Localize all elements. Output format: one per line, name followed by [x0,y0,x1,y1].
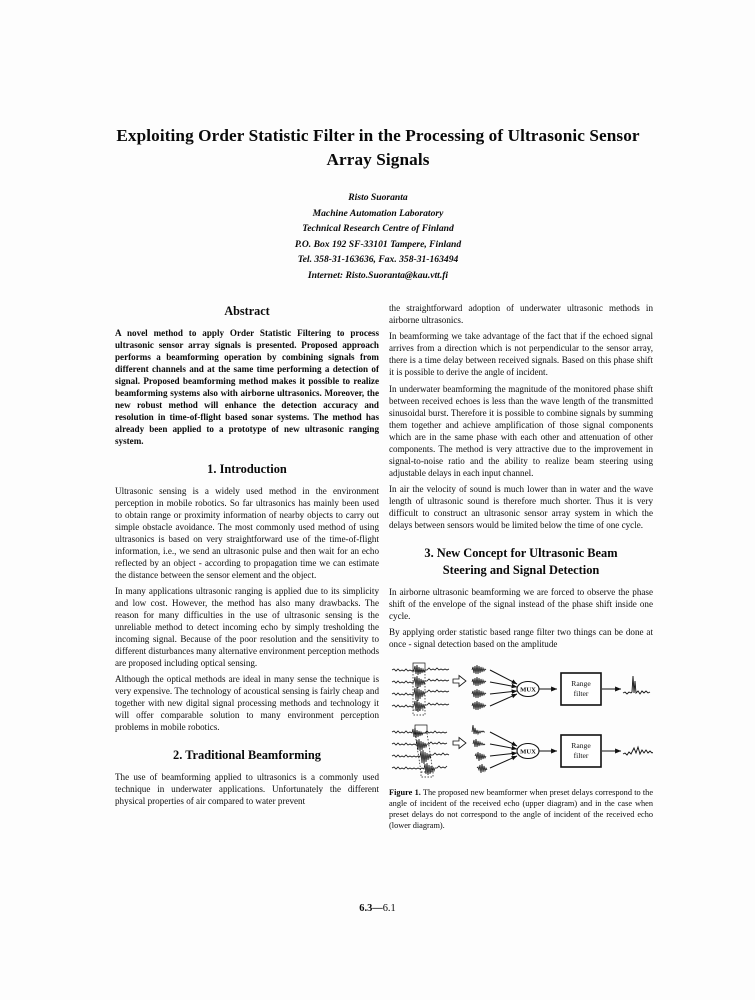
title-block [113,124,643,173]
upper-range-filter-box [561,673,601,705]
new-concept-heading-line-1: 3. New Concept for Ultrasonic Beam [424,546,618,561]
section-heading-introduction: 1. Introduction [207,461,287,476]
new-concept-paragraph-1: In airborne ultrasonic beamforming we are forced to observe the phase shift of the envelope of the signal instead of the phase shift inside one cycle. [389,586,653,621]
author-email: Internet: Risto.Suoranta@kau.vtt.fi [307,269,449,281]
section-heading-traditional-beamforming: 2. Traditional Beamforming [173,748,321,763]
intro-paragraph-2: In many applications ultrasonic ranging is applied due to its simplicity and low cost. However, the method has also many drawbacks. The reason for many difficulties in the use of ultrasonic sensing is the unreliable method to detect incoming echo by simply tresholding the incoming signal. Because of the poor resolution and the sensitivity to different disturbances many alternative environment perception methods are proposed including optical sensing. [115,586,379,668]
upper-filter-label-line-2: filter [573,689,589,699]
footer-page-right: 6.1 [382,903,396,914]
upper-process-arrow-icon [453,676,466,687]
upper-mux-node [517,682,539,697]
author-name: Risto Suoranta [348,192,408,203]
title-line-1: Exploiting Order Statistic Filter in the Processing of Ultrasonic Sensor [116,126,640,145]
footer-page-left: 6.3 [359,903,373,914]
figure-1 [389,660,653,831]
lower-channel-arrows [490,732,517,768]
author-address: P.O. Box 192 SF-33101 Tampere, Finland [294,238,462,250]
page-footer [0,903,755,914]
new-concept-heading-line-2: Steering and Signal Detection [442,562,600,577]
upper-filter-label-line-1: Range [571,679,591,689]
traditional-paragraph-3: In underwater beamforming the magnitude of the monitored phase shift between received echoes is less than the wave length of the transmitted sinusoidal burst. Therefore it is possible to combine signals by summing them together and achieve amplification of those signal components which are in the same phase with each other and attenuation of other components. The method is very attractive due to the improvement in signal-to-noise ratio and the ability to realize beam steering using adjustable delays in each input channel. [389,383,653,478]
abstract-section [115,303,379,448]
footer-dash: — [372,903,383,914]
right-column [389,303,653,831]
lower-process-arrow-icon [453,738,466,749]
lower-diagram [392,725,653,777]
figure-1-diagram [389,660,653,782]
author-organization: Technical Research Centre of Finland [302,223,454,235]
upper-diagram [392,663,650,715]
lower-mux-label: MUX [520,748,536,756]
lower-filter-label-line-2: filter [573,751,589,761]
upper-mux-label: MUX [520,686,536,694]
lower-detected-bursts [472,725,487,773]
lower-mux-node [517,744,539,759]
traditional-paragraph-2: In beamforming we take advantage of the fact that if the echoed signal arrives from a direction which is not perpendicular to the sensor array, there is a time delay between received signals. Based on this phase shift it is possible to derive the angle of incident. [389,331,653,378]
intro-paragraph-3: Although the optical methods are ideal in many sense the technique is very expensive. The technology of acoustical sensing is fairly cheap and together with new digital signal processing methods and technology it will offer comparable solution to many environment perception problems in mobile robotics. [115,674,379,733]
traditional-paragraph-4: In air the velocity of sound is much lower than in water and the wave length of ultrasonic sound is therefore much shorter. Thus it is very difficult to construct an ultrasonic sensor array system in which the delays between sensors would be limited below the time of one cycle. [389,484,653,531]
figure-1-caption [389,787,653,831]
author-block [113,190,643,283]
abstract-body: A novel method to apply Order Statistic Filtering to process ultrasonic sensor array signals is presented. Proposed approach performs a beamforming operation by combining signals from different channels and at the same time performing a detection of signal. Proposed beamforming method makes it possible to realize beamforming systems also with airborne ultrasonics. Moreover, the new robust method will enhance the detection accuracy and resolution in time-of-flight based sonar systems. The method has already been applied to a prototype of new ultrasonic ranging system. [115,328,379,446]
upper-output-waveform [623,676,650,694]
new-concept-paragraph-2: By applying order statistic based range filter two things can be done at once - signal detection based on the amplitude [389,627,653,650]
abstract-heading: Abstract [224,304,270,318]
section-heading-new-concept [389,545,653,578]
traditional-paragraph-1: The use of beamforming applied to ultrasonics is a commonly used technique in underwater applications. Unfortunately the different physical properties of air compared to water prevent [115,772,379,807]
left-column [115,303,379,808]
lower-raw-signal-traces [392,728,449,775]
lower-range-filter-box [561,735,601,767]
lower-output-waveform [623,747,653,755]
lower-filter-label-line-1: Range [571,741,591,751]
figure-1-caption-text: The proposed new beamformer when preset delays correspond to the angle of incident of the received echo (upper diagram) and in the case when preset delays do not correspond to the angle of incident of the received echo (lower diagram). [389,788,654,831]
upper-channel-arrows [490,670,517,706]
intro-paragraph-1: Ultrasonic sensing is a widely used method in the environment perception in mobile robotics. So far ultrasonics has mainly been used to obtain range or proximity information of nearby objects to carry out simple obstacle avoidance. The most commonly used method of using ultrasonics is based on very straightforward use of the time-of-flight information, i.e., we send an ultrasonic pulse and then wait for an echo reflected by an object - according to propagation time we can estimate the distance between the sensor element and the object. [115,485,379,580]
title-line-2: Array Signals [326,150,430,170]
traditional-paragraph-1-continued: the straightforward adoption of underwater ultrasonic methods in airborne ultrasonics. [389,303,653,325]
author-lab: Machine Automation Laboratory [312,207,444,219]
upper-detected-bursts [472,665,486,710]
upper-raw-signal-traces [392,665,449,712]
author-phone-fax: Tel. 358-31-163636, Fax. 358-31-163494 [297,254,459,266]
figure-1-caption-label: Figure 1. [389,788,421,798]
page-title [113,124,643,173]
